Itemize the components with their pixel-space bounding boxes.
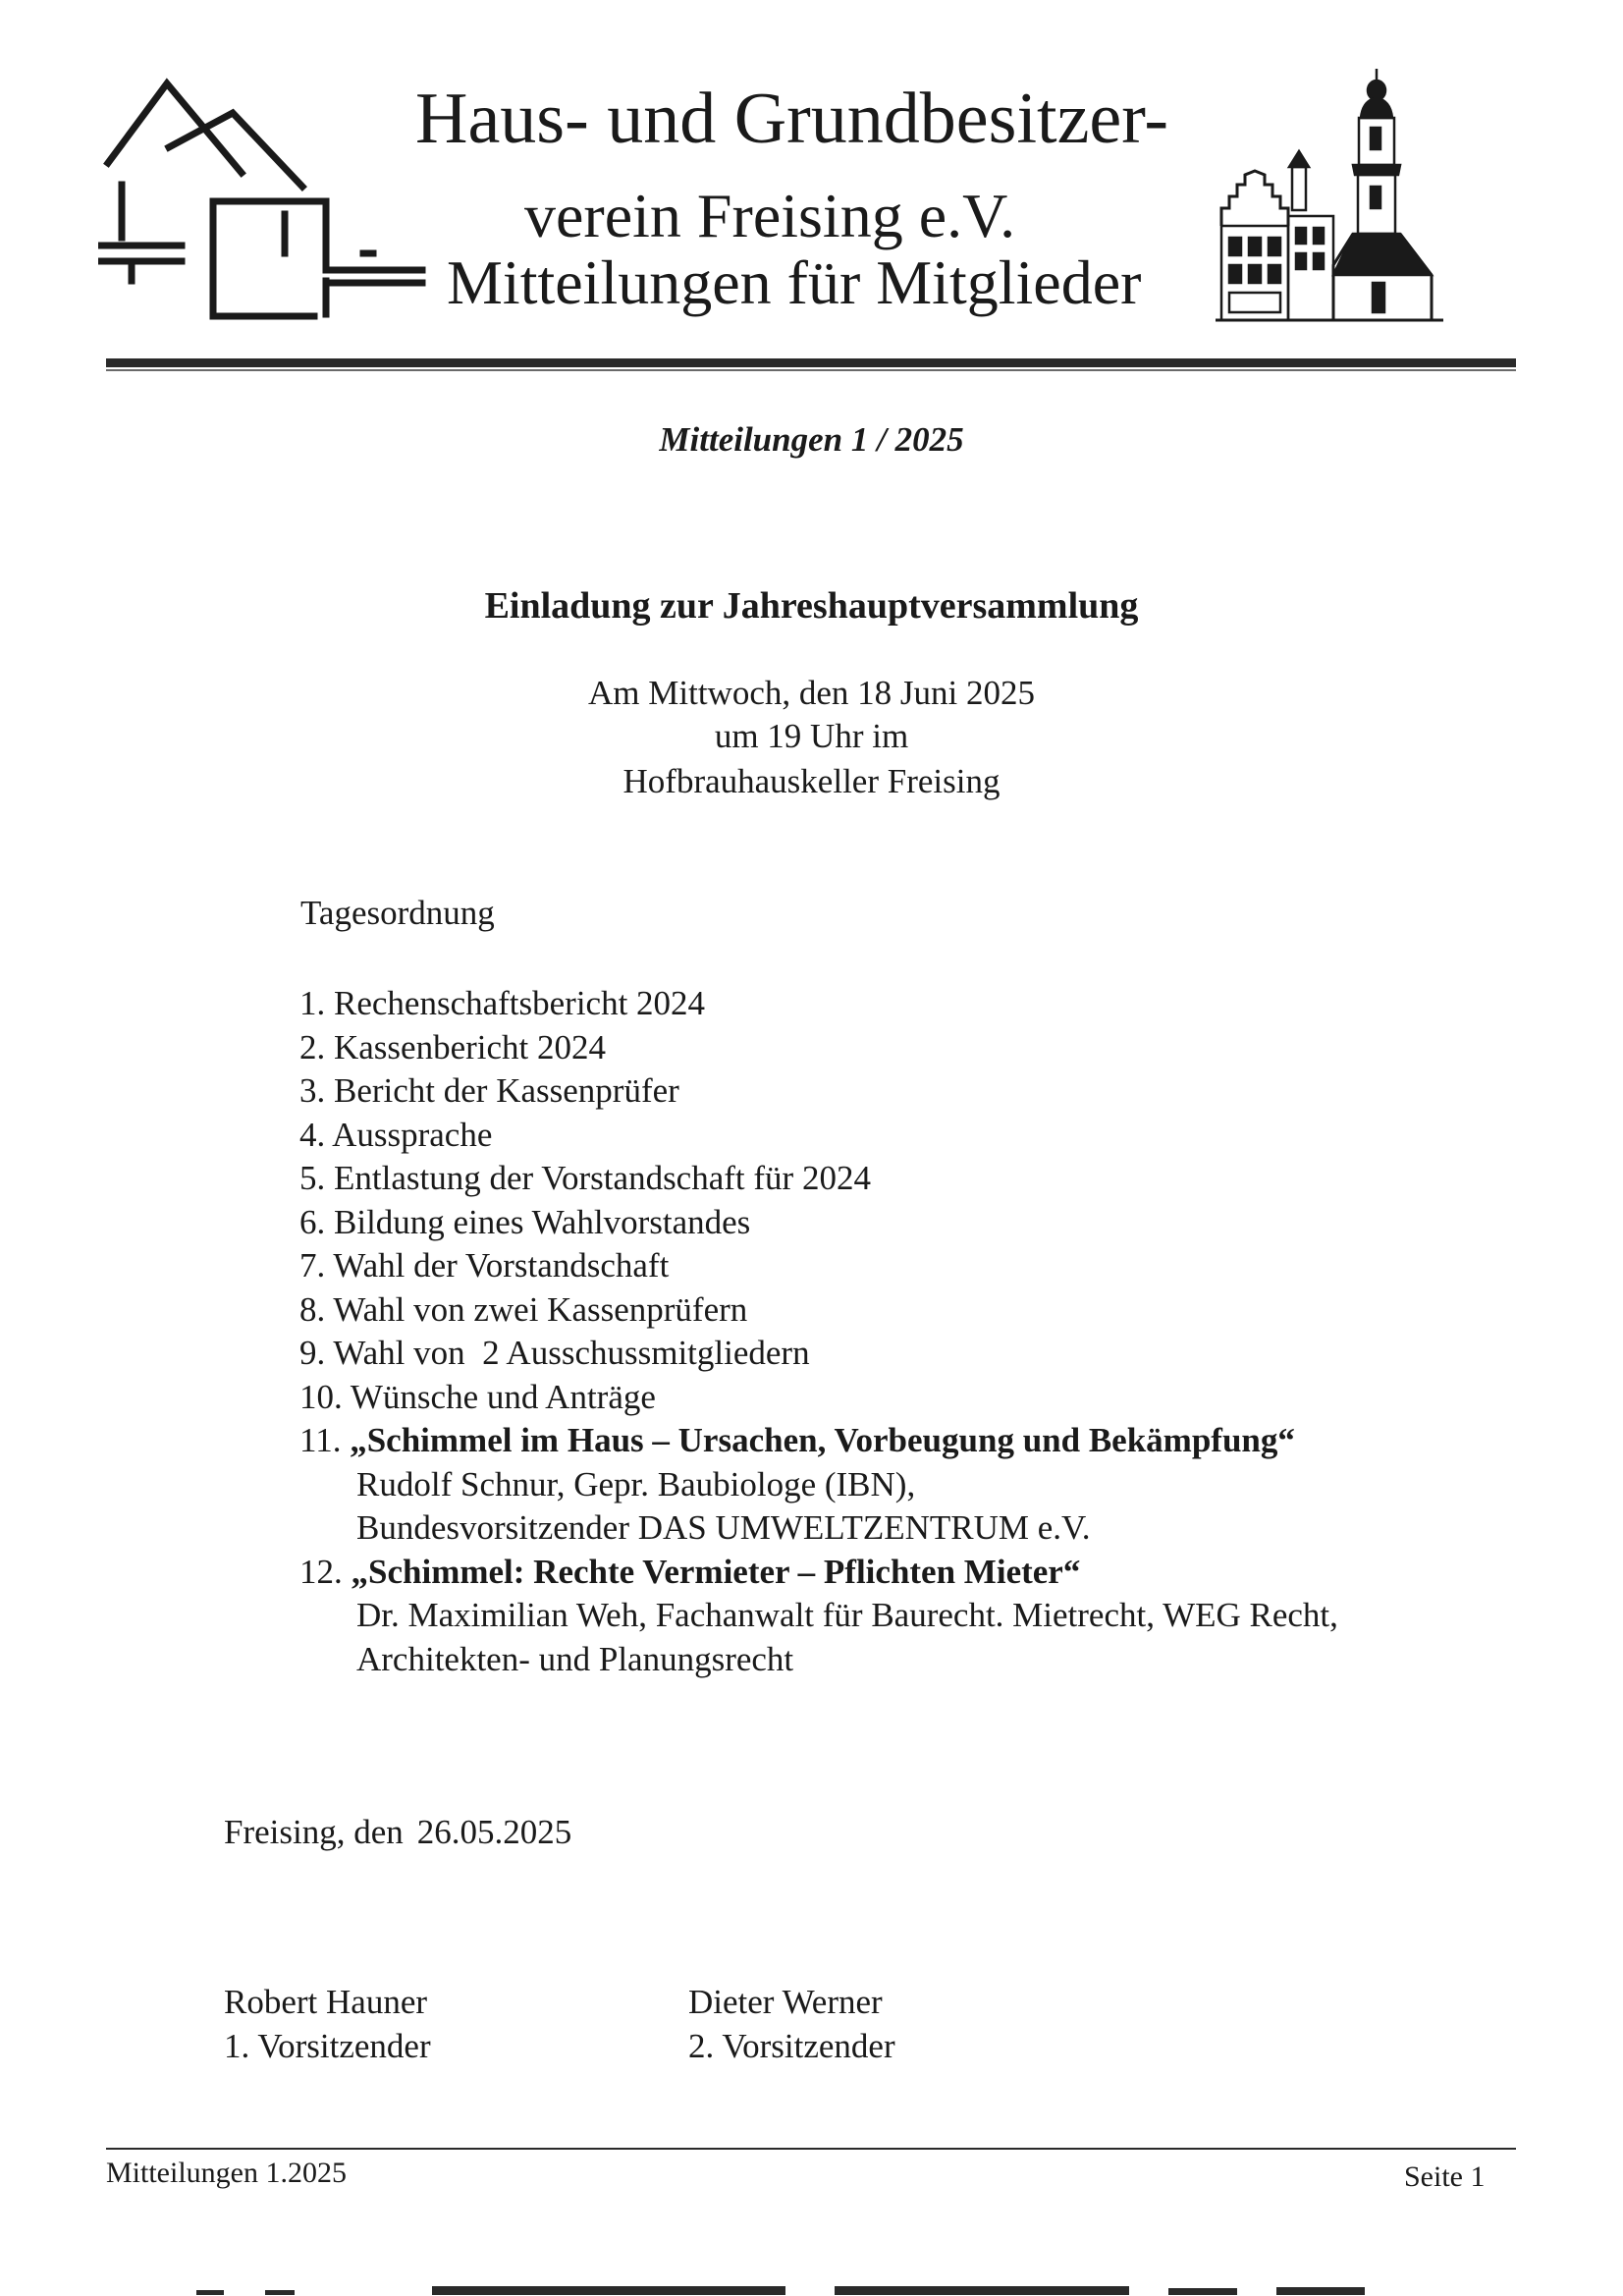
agenda-heading: Tagesordnung [300,894,495,932]
agenda-item-number: 8. [299,1289,326,1329]
agenda-item [299,1069,1517,1114]
agenda-item-speaker: Dr. Maximilian Weh, Fachanwalt für Baurecht. Mietrecht, WEG Recht, [356,1596,1338,1634]
signer-name: Robert Hauner [224,1983,428,2021]
header-title-line3: Mitteilungen für Mitglieder [447,247,1142,317]
invitation-date: Am Mittwoch, den 18 Juni 2025 [588,674,1035,712]
agenda-item [299,1026,1517,1070]
agenda-item-text: Bildung eines Wahlvorstandes [334,1202,751,1241]
houses-logo-icon [98,69,437,334]
closing-date: 26.05.2025 [416,1813,572,1851]
signer-name: Dieter Werner [688,1983,883,2021]
header-rule [106,358,1516,367]
agenda-item [299,1419,1517,1463]
agenda-item-text: Kassenbericht 2024 [334,1027,607,1066]
invitation-title: Einladung zur Jahreshauptversammlung [484,585,1139,627]
agenda-item [299,1114,1517,1158]
agenda-item-text: Entlastung der Vorstandschaft für 2024 [334,1159,871,1197]
agenda-item-text: Wahl von 2 Ausschussmitgliedern [333,1334,810,1372]
footer-page-number: Seite 1 [1404,2160,1486,2193]
signer-role: 1. Vorsitzender [224,2027,431,2065]
agenda-item-speaker-affiliation: Bundesvorsitzender DAS UMWELTZENTRUM e.V. [356,1508,1091,1547]
church-tower-icon [1216,69,1443,324]
header-title-line2: verein Freising e.V. [524,181,1016,250]
agenda-item-text: Wahl der Vorstandschaft [333,1246,670,1285]
agenda-item-number: 9. [299,1334,326,1372]
signature-block-2 [688,1980,895,2068]
signer-role: 2. Vorsitzender [688,2027,895,2065]
agenda-item-text: Rechenschaftsbericht 2024 [334,984,706,1022]
issue-label: Mitteilungen 1 / 2025 [659,420,964,459]
header-title-line1: Haus- und Grundbesitzer- [415,79,1169,159]
agenda-item [299,1376,1517,1420]
agenda-item-number: 10. [299,1377,343,1416]
footer-issue: Mitteilungen 1.2025 [106,2157,347,2189]
agenda-item [299,1551,1517,1595]
agenda-item-text: Wünsche und Anträge [350,1377,656,1416]
agenda-item-number: 1. [299,984,326,1022]
agenda-item [299,1201,1517,1245]
agenda-item [299,982,1517,1026]
agenda-list [299,982,1517,1681]
agenda-item-number: 7. [299,1246,326,1285]
agenda-item-number: 11. [299,1421,342,1459]
agenda-item-number: 5. [299,1159,326,1197]
agenda-item-talk-title: „Schimmel: Rechte Vermieter – Pflichten Mieter“ [351,1552,1081,1591]
agenda-item-number: 12. [299,1552,343,1591]
place-date [224,1813,571,1852]
footer-rule [106,2148,1516,2150]
signature-block-1 [224,1980,431,2068]
agenda-item-number: 4. [299,1115,326,1154]
agenda-item-number: 3. [299,1071,326,1110]
agenda-item-speaker-affiliation: Architekten- und Planungsrecht [356,1639,794,1678]
invitation-time: um 19 Uhr im [714,717,909,755]
agenda-item-speaker: Rudolf Schnur, Gepr. Baubiologe (IBN), [356,1464,916,1503]
agenda-item [299,1157,1517,1201]
agenda-item-number: 2. [299,1027,326,1066]
agenda-item [299,1332,1517,1376]
scan-artifact [196,2284,1473,2296]
agenda-item-number: 6. [299,1202,326,1241]
agenda-item-text: Bericht der Kassenprüfer [334,1071,679,1110]
agenda-item-talk-title: „Schimmel im Haus – Ursachen, Vorbeugung und Bekämpfung“ [350,1421,1295,1459]
agenda-item [299,1244,1517,1288]
header-rule-underline [106,369,1516,371]
invitation-venue: Hofbrauhauskeller Freising [622,762,1001,800]
agenda-item-text: Wahl von zwei Kassenprüfern [333,1289,748,1329]
closing-place: Freising, den [224,1813,404,1851]
agenda-item-text: Aussprache [332,1115,493,1154]
agenda-item [299,1288,1517,1333]
